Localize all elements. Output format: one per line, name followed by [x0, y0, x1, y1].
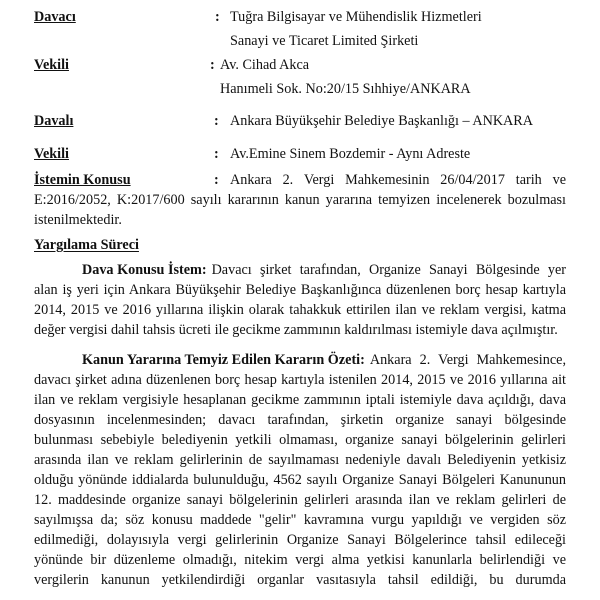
- istemin-konusu-colon: :: [214, 172, 219, 188]
- section-heading: Yargılama Süreci: [34, 237, 139, 253]
- vekili2-label: Vekili: [34, 146, 69, 162]
- ozet-line: davacı şirket adına düzenlenen borç hesap kartıyla istenilen 2014, 2015 ve 2016 yıllarına ait: [34, 372, 566, 388]
- davaci-name-line2: Sanayi ve Ticaret Limited Şirketi: [230, 33, 419, 49]
- vekili1-name: Av. Cihad Akca: [220, 57, 310, 73]
- dava-konusu-first-line: [82, 262, 566, 279]
- davaci-name-line1: Tuğra Bilgisayar ve Mühendislik Hizmetleri: [230, 9, 482, 25]
- davaci-colon: :: [215, 9, 220, 25]
- istemin-konusu-label: İstemin Konusu: [34, 172, 131, 188]
- ozet-line: 12. maddesinde organize sanayi bölgelerinin gelirleri arasında ilan ve reklam gelirleri de: [34, 492, 566, 508]
- ozet-line: Ankara 2. Vergi Mahkemesince,: [369, 352, 566, 368]
- ozet-line: dosyasının incelenmesinden; davacı tarafından, şirketin organize sanayi bölgesinde: [34, 412, 566, 428]
- dava-konusu-line: değer vergisi dahil tahsis ücreti ile gecikme zammının kaldırılması istemiyle dava açılmıştır.: [34, 322, 558, 338]
- vekili1-address: Hanımeli Sok. No:20/15 Sıhhiye/ANKARA: [220, 81, 471, 97]
- dava-konusu-line: alan iş yeri için Ankara Büyükşehir Belediye Başkanlığınca düzenlenen borç hesap kartıyla: [34, 282, 566, 298]
- vekili1-colon: :: [210, 57, 215, 73]
- ozet-line: edilmediği, dolayısıyla vergi gelirlerinin Organize Sanayi Bölgelerince tahsil edileceği: [34, 532, 566, 548]
- dava-konusu-title: Dava Konusu İstem:: [82, 262, 207, 278]
- ozet-line: bulunması sebebiyle belediyenin yetkili olmaması, organize sanayi bölgelerinin gelirleri: [34, 432, 566, 448]
- ozet-line: olduğu yönünde iddialarda bulunulduğu, 4562 sayılı Organize Sanayi Bölgeleri Kanununun: [34, 472, 566, 488]
- dava-konusu-line: 2014, 2015 ve 2016 yıllarına ilişkin olarak tahakkuk ettirilen ilan ve reklam vergisi, katma: [34, 302, 566, 318]
- vekili2-name: Av.Emine Sinem Bozdemir - Aynı Adreste: [230, 146, 471, 162]
- ozet-title: Kanun Yararına Temyiz Edilen Kararın Özeti:: [82, 352, 365, 368]
- vekili2-colon: :: [214, 146, 219, 162]
- ozet-line: vergilerin kanunun yetkilendirdiği organlar vasıtasıyla tahsil edildiği, bu durumda: [34, 572, 566, 588]
- ozet-line: sayılmışsa da; söz konusu maddede "gelir" kavramına vurgu yapıldığı ve vergiden söz: [34, 512, 566, 528]
- davali-name: Ankara Büyükşehir Belediye Başkanlığı – ANKARA: [230, 113, 534, 129]
- dava-konusu-line: Davacı şirket tarafından, Organize Sanayi Bölgesinde yer: [211, 262, 566, 278]
- istemin-konusu-line2: E:2016/2052, K:2017/600 sayılı kararının kanun yararına temyizen incelenerek bozulması: [34, 192, 566, 208]
- ozet-first-line: [82, 352, 566, 369]
- istemin-konusu-line3: istenilmektedir.: [34, 212, 122, 228]
- ozet-line: ilan ve reklam vergisiyle hesaplanan gecikme zammının iptali istemiyle dava açıldığı, dava: [34, 392, 566, 408]
- davali-colon: :: [214, 113, 219, 129]
- ozet-line: arasında ilan ve reklam gelirlerinin de sayılmaması nedeniyle davalı Belediyenin yetkisiz: [34, 452, 566, 468]
- vekili1-label: Vekili: [34, 57, 69, 73]
- davali-label: Davalı: [34, 113, 74, 129]
- davaci-label: Davacı: [34, 9, 76, 25]
- istemin-konusu-line1: Ankara 2. Vergi Mahkemesinin 26/04/2017 tarih ve: [230, 172, 566, 188]
- ozet-line: yönünde bir düzenleme olmadığı, nitekim vergi alma yetkisi kanunlarla belirlendiği ve: [34, 552, 566, 568]
